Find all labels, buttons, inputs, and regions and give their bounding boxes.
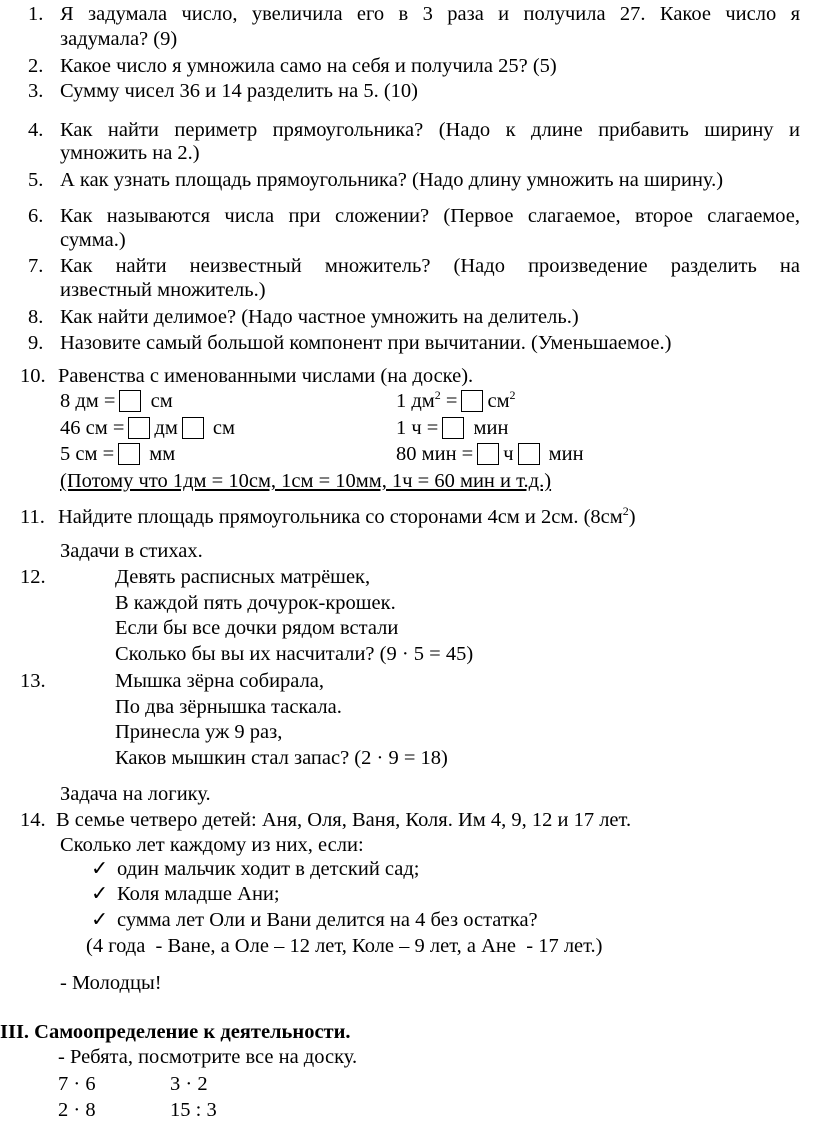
q12-line: Девять расписных матрёшек,: [115, 566, 371, 588]
check-icon: ✓: [91, 909, 109, 931]
verse-heading: Задачи в стихах.: [60, 540, 203, 562]
superscript: 2: [434, 388, 441, 402]
superscript: 2: [509, 388, 516, 402]
q12-line: В каждой пять дочурок-крошек.: [115, 592, 396, 614]
answer-box[interactable]: [119, 390, 141, 412]
eq-unit: см: [487, 390, 510, 412]
eq-label: 80 мин =: [396, 443, 474, 465]
eq-row3-left: [60, 442, 175, 466]
q13-line: Принесла уж 9 раз,: [115, 721, 283, 743]
q6-line1: Как называются числа при сложении? (Первое слагаемое, второе слагаемое,: [60, 205, 800, 227]
superscript: 2: [622, 504, 629, 518]
q6-line2: сумма.): [60, 229, 126, 251]
answer-box[interactable]: [182, 417, 204, 439]
q2-number: 2.: [28, 55, 44, 77]
section3-prompt: - Ребята, посмотрите все на доску.: [58, 1046, 358, 1068]
expression: 15 : 3: [170, 1099, 217, 1121]
q2-text: Какое число я умножила само на себя и получила 25? (5): [60, 55, 557, 77]
q3-number: 3.: [28, 80, 44, 102]
eq-unit: мм: [149, 443, 176, 465]
check-icon: ✓: [91, 858, 109, 880]
q4-line2: умножить на 2.): [60, 142, 200, 164]
eq-label: 5 см =: [60, 443, 115, 465]
q1-number: 1.: [28, 3, 44, 25]
eq-label: 1 ч =: [396, 417, 439, 439]
q7-line2: известный множитель.): [60, 279, 266, 301]
logic-heading: Задача на логику.: [60, 783, 211, 805]
q13-line: Мышка зёрна собирала,: [115, 670, 325, 692]
q10-note: (Потому что 1дм = 10см, 1см = 10мм, 1ч = 60 мин и т.д.): [60, 470, 552, 492]
q3-text: Сумму чисел 36 и 14 разделить на 5. (10): [60, 80, 418, 102]
eq-sign: =: [445, 390, 458, 412]
eq-unit: дм: [154, 417, 178, 439]
check-icon: ✓: [91, 883, 109, 905]
q14-line1: В семье четверо детей: Аня, Оля, Ваня, Коля. Им 4, 9, 12 и 17 лет.: [56, 809, 632, 831]
q11-text: [58, 505, 636, 529]
q11-main: Найдите площадь прямоугольника со сторонами 4см и 2см. (8см: [58, 506, 623, 528]
eq-label: 8 дм =: [60, 390, 116, 412]
eq-row2-left: [60, 416, 235, 440]
q6-number: 6.: [28, 205, 44, 227]
q12-line: Если бы все дочки рядом встали: [115, 617, 399, 639]
answer-box[interactable]: [461, 390, 483, 412]
q5-number: 5.: [28, 169, 44, 191]
q14-number: 14.: [20, 809, 46, 831]
answer-box[interactable]: [442, 417, 464, 439]
q5-text: А как узнать площадь прямоугольника? (Надо длину умножить на ширину.): [60, 169, 724, 191]
q13-line: Каков мышкин стал запас? (2 · 9 = 18): [115, 747, 448, 769]
answer-box[interactable]: [118, 443, 140, 465]
eq-row3-right: [396, 442, 584, 466]
q12-line: Сколько бы вы их насчитали? (9 · 5 = 45): [115, 643, 474, 665]
eq-row1-left: [60, 389, 173, 413]
q4-number: 4.: [28, 119, 44, 141]
q11-number: 11.: [20, 506, 45, 528]
q7-number: 7.: [28, 255, 44, 277]
expression: 7 · 6: [58, 1073, 96, 1095]
eq-unit: ч: [503, 443, 514, 465]
q1-line2: задумала? (9): [60, 28, 178, 50]
eq-label: 46 см =: [60, 417, 125, 439]
q12-number: 12.: [20, 566, 46, 588]
eq-unit: см: [212, 417, 235, 439]
eq-unit: мин: [548, 443, 584, 465]
eq-unit: см: [150, 390, 173, 412]
q14-line2: Сколько лет каждому из них, если:: [60, 834, 364, 856]
q11-close: ): [628, 506, 636, 528]
q1-line1: Я задумала число, увеличила его в 3 раза и получила 27. Какое число я: [60, 3, 800, 25]
q10-number: 10.: [20, 365, 46, 387]
expression: 3 · 2: [170, 1073, 208, 1095]
q4-line1: Как найти периметр прямоугольника? (Надо к длине прибавить ширину и: [60, 119, 800, 141]
answer-box[interactable]: [518, 443, 540, 465]
q9-number: 9.: [28, 332, 44, 354]
q8-number: 8.: [28, 306, 44, 328]
praise: - Молодцы!: [60, 972, 162, 994]
condition-item: один мальчик ходит в детский сад;: [117, 858, 420, 880]
eq-label: 1 дм: [396, 390, 435, 412]
expression: 2 · 8: [58, 1099, 96, 1121]
condition-item: Коля младше Ани;: [117, 883, 280, 905]
eq-row1-right: [396, 389, 516, 413]
q13-line: По два зёрнышка таскала.: [115, 696, 342, 718]
eq-unit: мин: [473, 417, 509, 439]
q13-number: 13.: [20, 670, 46, 692]
q10-text: Равенства с именованными числами (на доске).: [58, 365, 474, 387]
answer-box[interactable]: [477, 443, 499, 465]
q7-line1: Как найти неизвестный множитель? (Надо произведение разделить на: [60, 255, 800, 277]
eq-row2-right: [396, 416, 508, 440]
q9-text: Назовите самый большой компонент при вычитании. (Уменьшаемое.): [60, 332, 672, 354]
section3-heading: III. Самоопределение к деятельности.: [0, 1021, 351, 1043]
q8-text: Как найти делимое? (Надо частное умножить на делитель.): [60, 306, 579, 328]
answer-box[interactable]: [128, 417, 150, 439]
q14-answer: (4 года - Ване, а Оле – 12 лет, Коле – 9 лет, а Ане - 17 лет.): [86, 935, 603, 957]
condition-item: сумма лет Оли и Вани делится на 4 без остатка?: [117, 909, 538, 931]
